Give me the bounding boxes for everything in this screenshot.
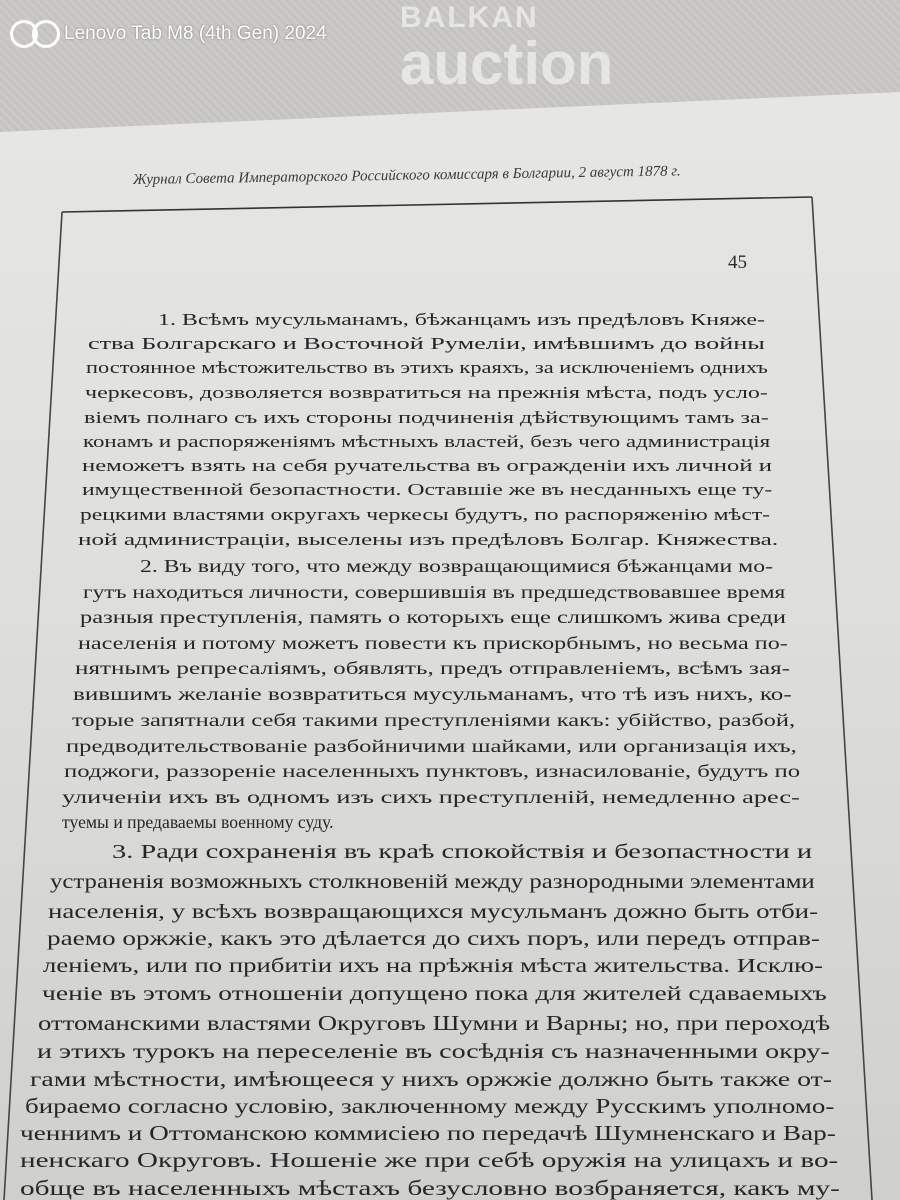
camera-lens-icon — [10, 20, 54, 48]
text-line: предводительствованіе разбойничими шайками, или организація ихъ, — [66, 736, 797, 756]
text-line: имущественной безопастности. Оставшіе же въ несданныхъ еще ту- — [82, 480, 773, 499]
text-line: устраненія возможныхъ столкновеній между разнородными элементами — [50, 871, 815, 893]
watermark-brand-top: BALKAN — [400, 1, 539, 34]
text-line: туемы и предаваемы военному суду. — [62, 812, 334, 832]
text-line: населенія и потому можетъ повести къ прискорбнымъ, но весьма по- — [78, 633, 788, 653]
page-number: 45 — [728, 252, 747, 273]
text-line: гутъ находиться личности, совершившія въ предшедствовавшее время — [83, 582, 786, 602]
text-line: постоянное мѣстожительство въ этихъ краяхъ, за исключеніемъ однихъ — [86, 358, 768, 377]
text-line: конамъ и распоряженіямъ мѣстныхъ властей, безъ чего администрація — [83, 432, 771, 451]
text-line: бираемо согласно условію, заключенному между Русскимъ уполномо- — [25, 1094, 835, 1118]
text-line: оттоманскими властями Округовъ Шумни и Варны; но, при пероходѣ — [38, 1011, 831, 1035]
text-line: леніемъ, или по прибитіи ихъ на прѣжнія мѣста жительства. Исклю- — [43, 955, 824, 977]
text-line: 2. Въ виду того, что между возвращающимися бѣжанцами мо- — [140, 556, 773, 576]
watermark-brand-main: auction — [400, 30, 614, 97]
text-line: разныя преступленія, память о которыхъ еще слишкомъ жива среди — [80, 607, 786, 627]
camera-stamp — [10, 20, 327, 48]
camera-stamp-text: Lenovo Tab M8 (4th Gen) 2024 — [64, 23, 327, 44]
text-line: раемо оржжіе, какъ это дѣлается до сихъ поръ, или передъ отправ- — [47, 928, 820, 950]
text-line: ченнимъ и Оттоманскою коммисіею по передачѣ Шумненскаго и Вар- — [20, 1121, 836, 1145]
text-line: 1. Всѣмъ мусульманамъ, бѣжанцамъ изъ предѣловъ Княже- — [158, 310, 765, 329]
text-line: ной администраціи, выселены изъ предѣловъ Болгар. Княжества. — [78, 530, 779, 549]
text-line: вившимъ желаніе возвратиться мусульманамъ, что тѣ изъ нихъ, ко- — [73, 684, 792, 704]
text-line: уличеніи ихъ въ одномъ изъ сихъ преступленій, немедленно арес- — [62, 787, 800, 807]
text-line: неможетъ взять на себя ручательства въ огражденіи ихъ личной и — [82, 456, 772, 475]
text-line: ства Болгарскаго и Восточной Румеліи, имѣвшимъ до войны — [88, 334, 765, 353]
text-line: обще въ населенныхъ мѣстахъ безусловно возбраняется, какъ му- — [20, 1176, 840, 1200]
text-line: населенія, у всѣхъ возвращающихся мусульманъ дожно быть отби- — [48, 901, 819, 923]
text-line: черкесовъ, дозволяется возвратиться на прежнія мѣста, подъ усло- — [85, 383, 768, 402]
text-line: віемъ полнаго съ ихъ стороны подчиненія дѣйствующимъ тамъ за- — [84, 408, 769, 427]
text-line: гами мѣстности, имѣющееся у нихъ оржжіе должно быть также от- — [30, 1067, 833, 1091]
text-line: поджоги, раззореніе населенныхъ пунктовъ, изнасилованіе, будутъ по — [64, 761, 801, 781]
running-header: Журнал Совета Императорского Российского комиссаря в Болгарии, 2 август 1878 г. — [132, 163, 681, 188]
text-line: и этихъ турокъ на переселеніе въ сосѣднія съ назначенными окру- — [37, 1039, 830, 1063]
text-line: ненскаго Округовъ. Ношеніе же при себѣ оружія на улицахъ и во- — [20, 1148, 839, 1172]
text-line: нятнымъ репресаліямъ, обявлять, предъ отправленіемъ, всѣмъ зая- — [75, 658, 791, 678]
text-line: 3. Ради сохраненія въ краѣ спокойствія и безопастности и — [112, 841, 813, 863]
text-line: рецкими властями округахъ черкесы будутъ, по распоряженію мѣст- — [80, 505, 771, 524]
text-line: ченіе въ этомъ отношеніи допущено пока для жителей сдаваемыхъ — [42, 983, 827, 1005]
text-line: торые запятнали себя такими преступленіями какъ: убійство, разбой, — [72, 710, 796, 730]
